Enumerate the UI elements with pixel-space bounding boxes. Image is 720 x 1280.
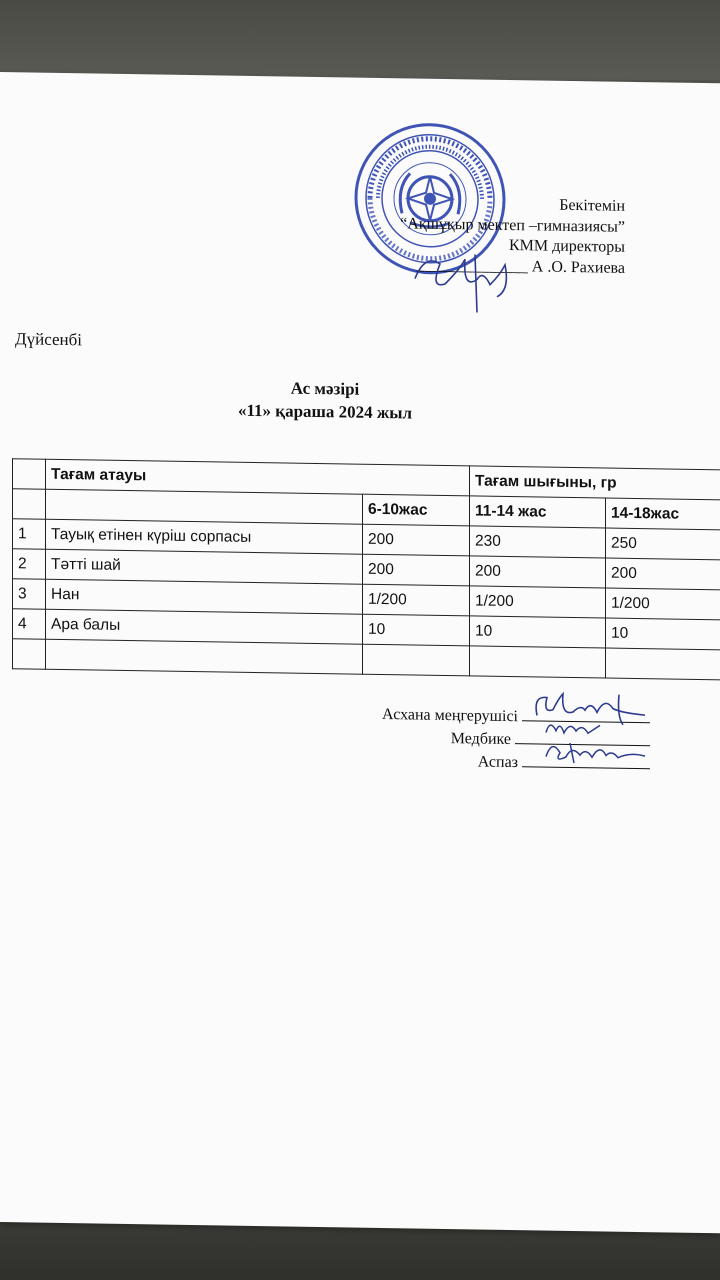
portion-11-14: 200 — [470, 556, 606, 588]
dish-name: Нан — [46, 579, 363, 614]
portion-6-10: 200 — [363, 554, 470, 586]
director-signature — [405, 233, 525, 315]
portion-6-10: 10 — [363, 614, 470, 646]
document-sheet — [0, 72, 720, 1233]
director-name: ______________ А .О. Рахиева — [415, 256, 625, 277]
portion-11-14: 1/200 — [470, 586, 606, 618]
row-number: 4 — [13, 609, 46, 640]
director-title: КММ директоры — [508, 236, 625, 256]
row-number: 3 — [13, 579, 46, 610]
canteen-head-label: Асхана меңгерушісі — [382, 706, 518, 726]
dish-name: Ара балы — [46, 609, 363, 644]
weekday-label: Дүйсенбі — [15, 329, 82, 350]
portion-11-14: 10 — [470, 616, 606, 648]
portion-6-10: 1/200 — [363, 584, 470, 616]
age-group-11-14: 11-14 жас — [470, 496, 606, 528]
approval-heading: Бекітемін — [559, 196, 625, 215]
signature-block — [382, 703, 650, 776]
row-number: 2 — [13, 549, 46, 580]
signature-line — [522, 751, 650, 769]
signature-line — [522, 705, 650, 723]
signature-line — [515, 728, 650, 746]
header-dish-name: Тағам атауы — [46, 459, 470, 496]
background-top — [0, 0, 720, 80]
dish-name: Тәтті шай — [46, 549, 363, 584]
nurse-label: Медбике — [450, 730, 511, 749]
school-name: “Ақшұқыр мектеп –гимназиясы” — [400, 214, 625, 236]
portion-14-18: 200 — [606, 558, 720, 590]
cook-label: Аспаз — [477, 753, 518, 772]
menu-table — [12, 458, 720, 680]
portion-11-14: 230 — [470, 526, 606, 558]
portion-14-18: 10 — [606, 618, 720, 650]
menu-title: Ас мәзірі — [290, 378, 360, 399]
portion-14-18: 1/200 — [606, 588, 720, 620]
portion-6-10: 200 — [363, 524, 470, 556]
age-group-14-18: 14-18жас — [606, 498, 720, 530]
portion-14-18: 250 — [606, 528, 720, 560]
row-number: 1 — [13, 519, 46, 550]
canteen-head-row — [382, 703, 650, 730]
header-portion: Тағам шығыны, гр — [470, 466, 720, 500]
age-group-6-10: 6-10жас — [363, 494, 470, 526]
dish-name: Тауық етінен күріш сорпасы — [46, 519, 363, 554]
menu-date: «11» қараша 2024 жыл — [237, 400, 413, 423]
cook-row — [382, 749, 650, 776]
